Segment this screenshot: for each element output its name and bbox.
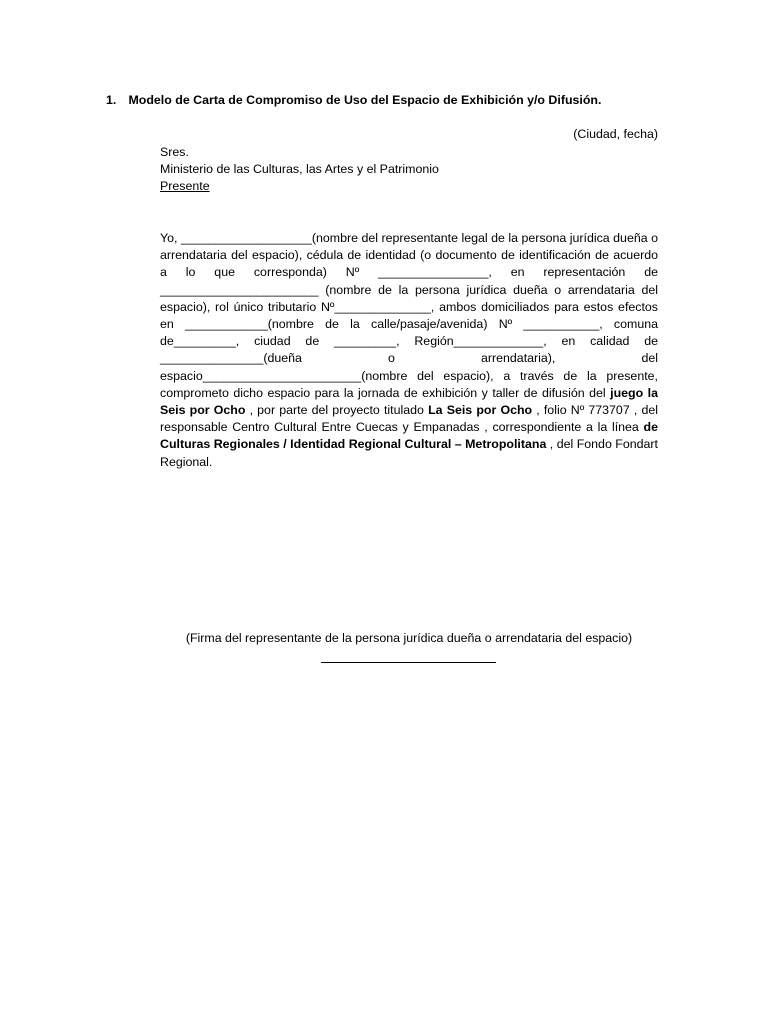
presente-label: Presente [160,179,210,194]
letter-text-4: , del Fondo Fondart Regional. [160,437,658,469]
signature-line [321,662,496,663]
letter-body [160,230,658,471]
letter-text-2: , por parte del proyecto titulado [245,403,429,418]
activity-name: juego la Seis por Ocho [160,385,658,418]
letter-text-3: , folio Nº 773707 , del responsable Centro Cultural Entre Cuecas y Empanadas , correspondiente a la línea [160,403,658,435]
recipient-address [160,144,660,196]
salutation: Sres. [160,145,189,159]
signature-caption: (Firma del representante de la persona jurídica dueña o arrendataria del espacio) [185,631,633,645]
recipient-organization: Ministerio de las Culturas, las Artes y el Patrimonio [160,162,439,177]
heading-number: 1. [106,93,117,107]
project-title: La Seis por Ocho [428,403,533,418]
letter-text-1: Yo, ___________________(nombre del representante legal de la persona jurídica dueña o arrendataria del espacio), cédula de identidad (o documento de identificación de acuerdo a lo que corresponda) Nº ________________, en representación de _______________________ (nombre de la persona jurídica dueña o arrendataria del espacio), rol único tributario Nº______________, ambos domiciliados para estos efectos en ____________(nombre de la calle/pasaje/avenida) Nº ___________, comuna de_________, ciudad de _________, Región_____________, en calidad de _______________(dueña o arrendataria), del espacio_______________________(nombre del espacio), a través de la presente, comprometo dicho espacio para la jornada de exhibición y taller de difusión del [160,231,658,400]
funding-line-name: de Culturas Regionales / Identidad Regional Cultural – Metropolitana [160,420,658,452]
document-heading [106,92,666,109]
city-date-line: (Ciudad, fecha) [573,127,658,141]
heading-title: Modelo de Carta de Compromiso de Uso del Espacio de Exhibición y/o Difusión. [128,93,602,107]
